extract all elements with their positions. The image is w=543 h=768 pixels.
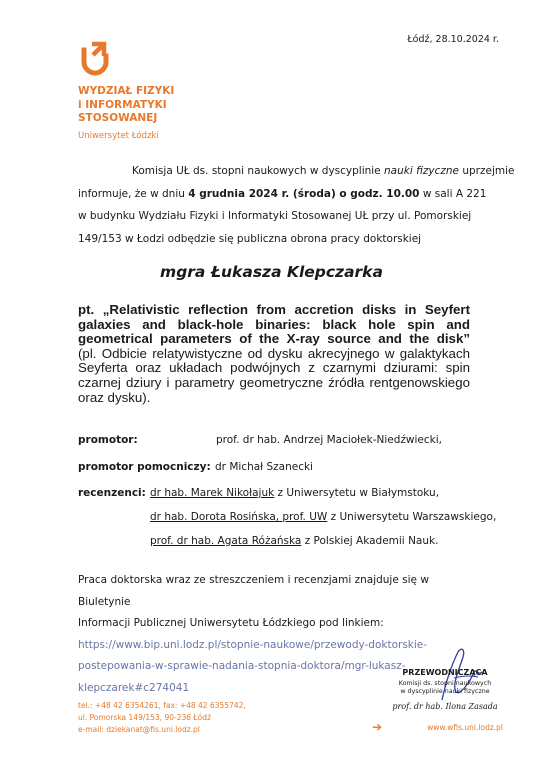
faculty-line: i INFORMATYKI — [78, 98, 167, 111]
faculty-line: STOSOWANEJ — [78, 112, 158, 124]
bip-link[interactable]: postepowania-w-sprawie-nadania-stopnia-doktora/mgr-lukasz- — [78, 660, 406, 672]
ul-logo-icon — [78, 40, 112, 76]
info-line: Praca doktorska wraz ze streszczeniem i recenzjami znajduje się w Biuletynie — [78, 574, 429, 608]
label: promotor pomocniczy: — [78, 461, 211, 473]
thesis-title — [78, 303, 470, 405]
university-name: Uniwersytet Łódzki — [78, 131, 159, 141]
thesis-line: czarnej dziury i parametry geometryczne źródła rentgenowskiego — [78, 374, 470, 390]
intro-line: w budynku Wydziału Fizyki i Informatyki Stosowanej UŁ przy ul. Pomorskiej — [78, 210, 472, 222]
intro-text: w sali A 221 — [419, 187, 487, 200]
reviewer-institution: z Uniwersytetu w Białymstoku, — [274, 487, 440, 499]
candidate-name: mgra Łukasza Klepczarka — [160, 263, 383, 281]
faculty-line: WYDZIAŁ FIZYKI — [78, 85, 175, 97]
signatory-name: prof. dr hab. Ilona Zasada — [392, 702, 498, 711]
stamp-line: w dyscyplinie nauki fizyczne — [400, 688, 490, 695]
reviewer-name: dr hab. Dorota Rosińska, prof. UW — [150, 511, 328, 523]
thesis-line: galaxies and black-hole binaries: black hole spin and — [78, 316, 470, 332]
intro-text: Komisja UŁ ds. stopni naukowych w dyscyplinie — [132, 165, 384, 177]
promotor-label — [78, 434, 138, 446]
aux-promotor-name: dr Michał Szanecki — [215, 461, 313, 473]
announcement-intro — [78, 160, 515, 250]
faculty-name — [78, 85, 174, 126]
promotor-name: prof. dr hab. Andrzej Maciołek-Niedźwiecki, — [216, 434, 442, 446]
thesis-line: Seyferta oraz układach podwójnych z czarnymi dziurami: spin — [78, 360, 470, 376]
reviewer-name: prof. dr hab. Agata Różańska — [150, 535, 302, 547]
stamp-subtitle — [390, 680, 500, 696]
intro-text: uprzejmie — [459, 165, 515, 177]
stamp-line: Komisji ds. stopni naukowych — [398, 680, 492, 687]
bip-link[interactable]: https://www.bip.uni.lodz.pl/stopnie-naukowe/przewody-doktorskie- — [78, 638, 428, 651]
defense-date-time: 4 grudnia 2024 r. (środa) o godz. 10.00 — [188, 187, 420, 200]
thesis-line: (pl. Odbicie relatywistyczne od dysku akrecyjnego w galaktykach — [78, 345, 470, 361]
aux-promotor-label — [78, 461, 211, 473]
reviewer-name: dr hab. Marek Nikołajuk — [150, 487, 275, 499]
reviewer-institution: z Uniwersytetu Warszawskiego, — [327, 511, 497, 523]
discipline: nauki fizyczne — [384, 165, 459, 177]
thesis-line: pt. „Relativistic reflection from accretion disks in Seyfert — [78, 302, 470, 317]
document-date: Łódź, 28.10.2024 r. — [407, 34, 499, 45]
footer-email: e-mail: dziekanat@fis.uni.lodz.pl — [78, 725, 200, 734]
intro-line — [78, 160, 515, 183]
label: recenzenci: — [78, 487, 146, 499]
reviewer-institution: z Polskiej Akademii Nauk. — [301, 535, 439, 547]
reviewer-3 — [150, 535, 438, 547]
arrow-icon: ➔ — [372, 720, 383, 734]
intro-text: informuje, że w dniu — [78, 187, 189, 200]
reviewers-label — [78, 487, 146, 499]
footer-phone: tel.: +48 42 6354261, fax: +48 42 6355742, — [78, 701, 246, 710]
reviewer-1 — [150, 487, 439, 499]
stamp-title: PRZEWODNICZĄCA — [402, 668, 488, 677]
intro-line — [78, 183, 487, 206]
thesis-line: oraz dysku). — [78, 389, 151, 405]
bip-link[interactable]: klepczarek#c274041 — [78, 681, 190, 694]
label: promotor: — [78, 434, 138, 446]
reviewer-2 — [150, 511, 496, 523]
footer-website[interactable]: www.wfis.uni.lodz.pl — [427, 723, 503, 732]
intro-line: 149/153 w Łodzi odbędzie się publiczna obrona pracy doktorskiej — [78, 232, 422, 245]
footer-contact — [78, 700, 246, 736]
info-line: Informacji Publicznej Uniwersytetu Łódzkiego pod linkiem: — [78, 617, 384, 629]
thesis-line: geometrical parameters of the X-ray source and the disk” — [78, 331, 470, 347]
footer-address: ul. Pomorska 149/153, 90-236 Łódź — [78, 713, 211, 722]
